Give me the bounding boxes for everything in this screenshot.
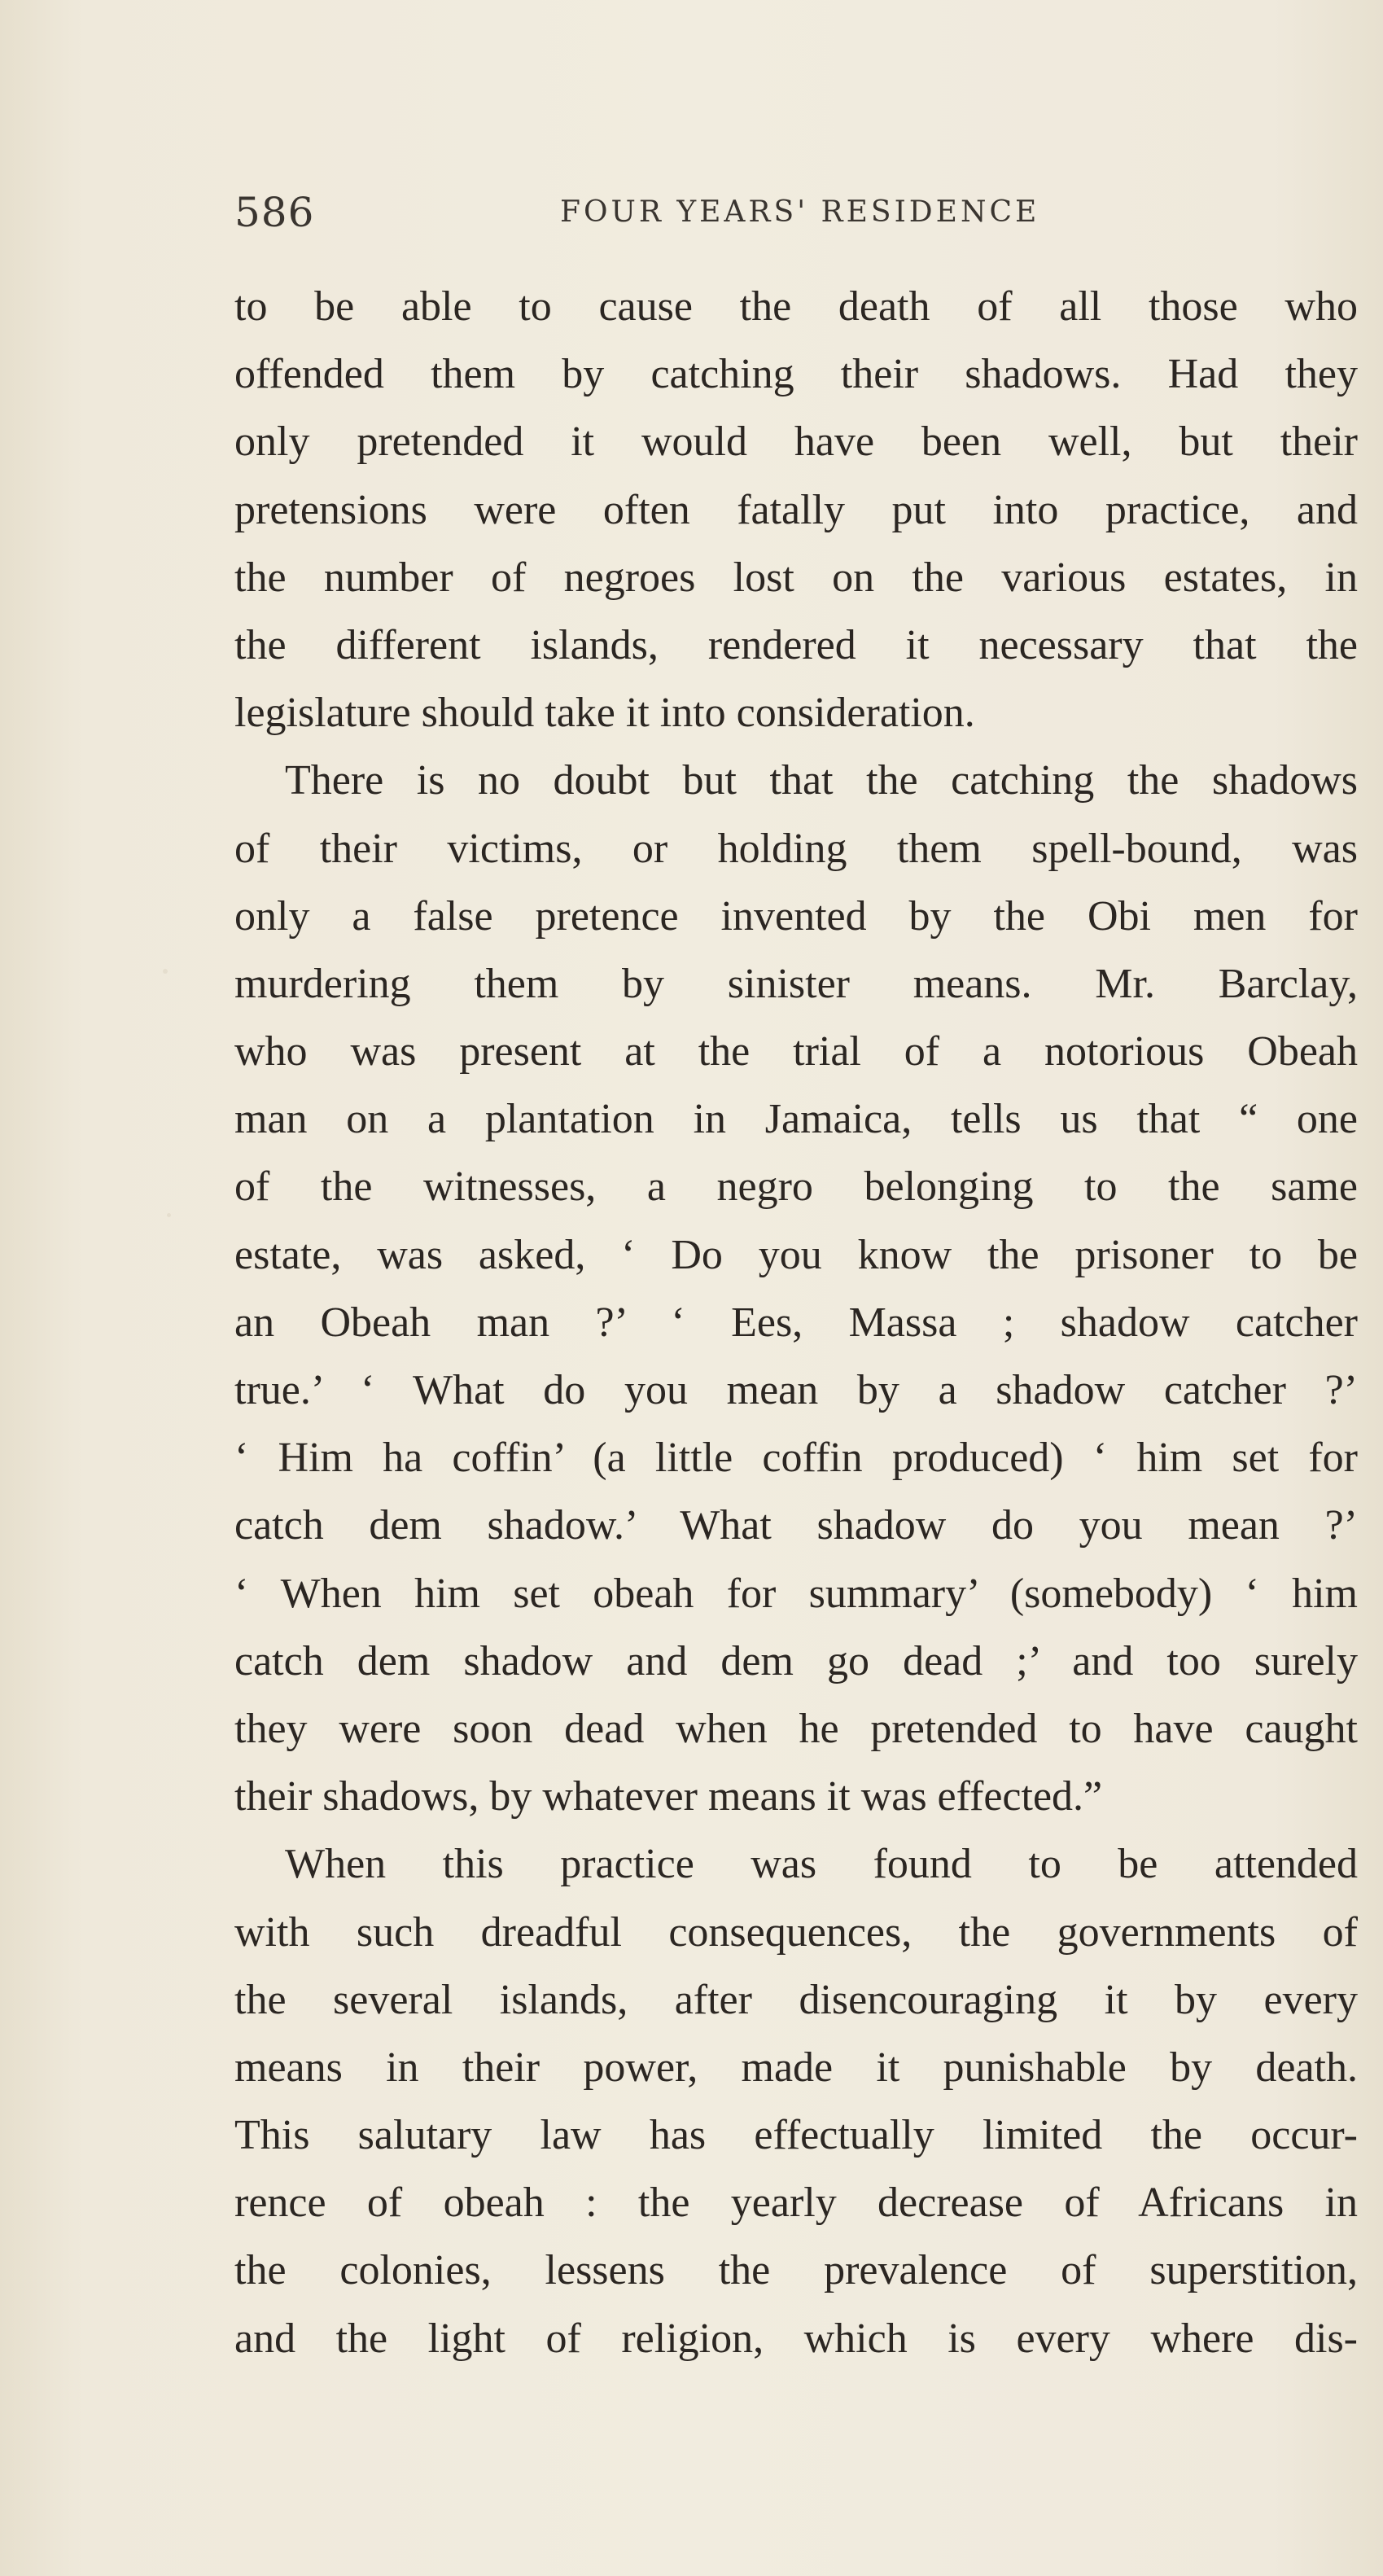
text-line: pretensions were often fatally put into practice, and (234, 486, 1358, 533)
text-line: only pretended it would have been well, but their (234, 418, 1358, 466)
page-header (234, 189, 1358, 246)
text-line: of their victims, or holding them spell-bound, was (234, 825, 1358, 872)
text-line: their shadows, by whatever means it was effected.” (234, 1773, 1103, 1820)
text-line: catch dem shadow.’ What shadow do you mean ?’ (234, 1502, 1358, 1549)
text-line: rence of obeah : the yearly decrease of Africans in (234, 2180, 1358, 2227)
text-line: ‘ When him set obeah for summary’ (somebody) ‘ him (234, 1570, 1358, 1617)
text-line: murdering them by sinister means. Mr. Barclay, (234, 960, 1358, 1007)
text-line: offended them by catching their shadows. Had they (234, 351, 1358, 398)
text-line: ‘ Him ha coffin’ (a little coffin produced) ‘ him set for (234, 1435, 1358, 1482)
text-line: an Obeah man ?’ ‘ Ees, Massa ; shadow catcher (234, 1299, 1358, 1346)
text-line: the colonies, lessens the prevalence of superstition, (234, 2247, 1358, 2294)
text-line: of the witnesses, a negro belonging to the same (234, 1163, 1358, 1211)
text-line: means in their power, made it punishable by death. (234, 2044, 1358, 2091)
text-line: legislature should take it into consideration. (234, 690, 975, 737)
text-line: man on a plantation in Jamaica, tells us that “ one (234, 1096, 1358, 1143)
paper-blemish (167, 1213, 171, 1217)
text-line: and the light of religion, which is every where dis- (234, 2315, 1358, 2362)
text-line: When this practice was found to be attended (285, 1841, 1358, 1888)
text-line: with such dreadful consequences, the governments of (234, 1908, 1358, 1956)
text-line: they were soon dead when he pretended to have caught (234, 1705, 1358, 1752)
page-number: 586 (234, 189, 315, 236)
text-line: This salutary law has effectually limited the occur- (234, 2112, 1358, 2159)
text-line: who was present at the trial of a notorious Obeah (234, 1028, 1358, 1076)
body-text (234, 273, 1358, 2372)
text-line: the number of negroes lost on the various estates, in (234, 554, 1358, 601)
paper-blemish (163, 969, 168, 974)
running-head: FOUR YEARS' RESIDENCE (560, 195, 1040, 229)
text-line: the several islands, after disencouraging it by every (234, 1976, 1358, 2023)
text-line: to be able to cause the death of all those who (234, 283, 1358, 330)
text-line: catch dem shadow and dem go dead ;’ and too surely (234, 1637, 1358, 1684)
text-line: There is no doubt but that the catching the shadows (285, 757, 1358, 804)
text-line: true.’ ‘ What do you mean by a shadow catcher ?’ (234, 1367, 1358, 1413)
text-line: only a false pretence invented by the Obi men for (234, 892, 1358, 940)
text-line: estate, was asked, ‘ Do you know the prisoner to be (234, 1231, 1358, 1278)
text-line: the different islands, rendered it necessary that the (234, 621, 1358, 668)
